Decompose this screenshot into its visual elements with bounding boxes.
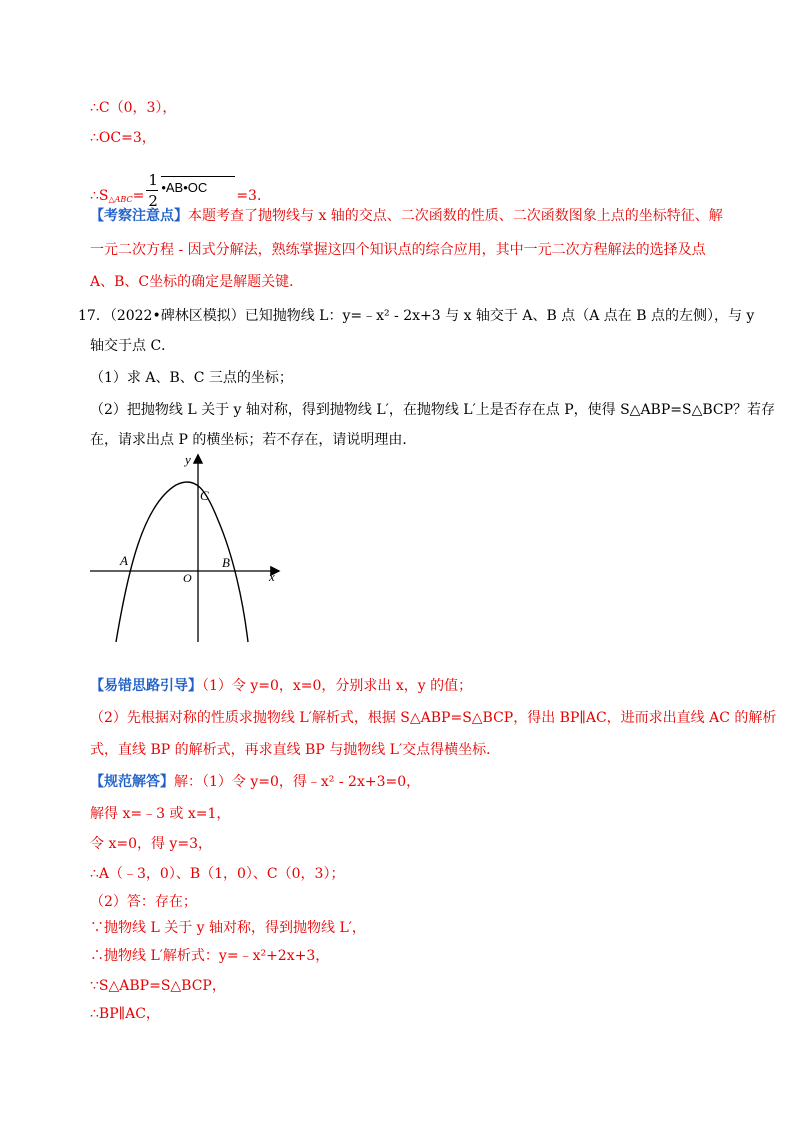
- note-tag: 【考察注意点】: [90, 208, 188, 224]
- question-17-line-2: 轴交于点 C．: [90, 338, 176, 354]
- answer-line-4: ∴A（﹣3，0）、B（1，0）、C（0，3）；: [90, 866, 345, 882]
- answer-line-8: ∵S△ABP=S△BCP，: [90, 978, 226, 994]
- hint-tag: 【易错思路引导】: [90, 678, 202, 694]
- area-equals: =: [132, 188, 145, 204]
- answer-tag: 【规范解答】: [90, 774, 174, 790]
- area-subscript: △ABC: [108, 195, 133, 204]
- hint-line-1: [90, 676, 472, 696]
- question-17-part-1: （1）求 A、B、C 三点的坐标；: [90, 370, 293, 386]
- answer-line-2: 解得 x=﹣3 或 x=1，: [90, 806, 231, 822]
- fraction-numerator: 1: [148, 171, 158, 189]
- note-line-1: [90, 206, 723, 226]
- fraction-rest: •AB•OC: [161, 180, 208, 195]
- note-line-3: A、B、C坐标的确定是解题关键．: [90, 274, 304, 290]
- point-b-label: B: [222, 555, 230, 570]
- parabola-graph: [88, 450, 288, 645]
- answer-line-7: ∴抛物线 L′解析式：y=﹣x²+2x+3，: [90, 948, 330, 964]
- solution-line-oc: ∴OC=3，: [90, 130, 156, 146]
- answer-text-1: 解：（1）令 y=0，得﹣x² - 2x+3=0，: [174, 774, 421, 790]
- area-prefix: ∴S: [90, 188, 109, 204]
- question-17-line-1: 17．（2022•碑林区模拟）已知抛物线 L：y=﹣x² - 2x+3 与 x 轴交于 A、B 点（A 点在 B 点的左侧），与 y: [78, 308, 755, 324]
- point-c-label: C: [200, 488, 209, 503]
- hint-text-1: （1）令 y=0，x=0，分别求出 x，y 的值；: [202, 678, 473, 694]
- question-17-part-2b: 在，请求出点 P 的横坐标；若不存在，请说明理由．: [90, 432, 417, 448]
- y-axis-label: y: [185, 452, 191, 467]
- x-axis-label: x: [269, 569, 275, 584]
- answer-line-1: [90, 772, 420, 792]
- fraction-denominator: 2: [148, 192, 158, 210]
- fraction-overline: [161, 176, 235, 177]
- answer-line-5: （2）答：存在；: [90, 894, 197, 910]
- solution-line-c-point: ∴C（0，3），: [90, 100, 177, 116]
- hint-line-3: 式，直线 BP 的解析式，再求直线 BP 与抛物线 L′交点得横坐标．: [90, 742, 501, 758]
- answer-line-9: ∴BP∥AC，: [90, 1006, 160, 1022]
- answer-line-3: 令 x=0，得 y=3，: [90, 836, 212, 852]
- point-a-label: A: [120, 553, 128, 568]
- question-17-part-2a: （2）把抛物线 L 关于 y 轴对称，得到抛物线 L′，在抛物线 L′上是否存在点 P，使得 S△ABP=S△BCP？若存: [90, 402, 776, 418]
- note-text-1: 本题考查了抛物线与 x 轴的交点、二次函数的性质、二次函数图象上点的坐标特征、解: [188, 208, 723, 224]
- note-line-2: 一元二次方程 - 因式分解法，熟练掌握这四个知识点的综合应用，其中一元二次方程解法的选择及点: [90, 242, 706, 258]
- origin-label: O: [183, 571, 192, 585]
- hint-line-2: （2）先根据对称的性质求抛物线 L′解析式，根据 S△ABP=S△BCP，得出 BP∥AC，进而求出直线 AC 的解析: [90, 710, 777, 726]
- answer-line-6: ∵抛物线 L 关于 y 轴对称，得到抛物线 L′，: [90, 920, 366, 936]
- area-result: =3．: [236, 188, 271, 204]
